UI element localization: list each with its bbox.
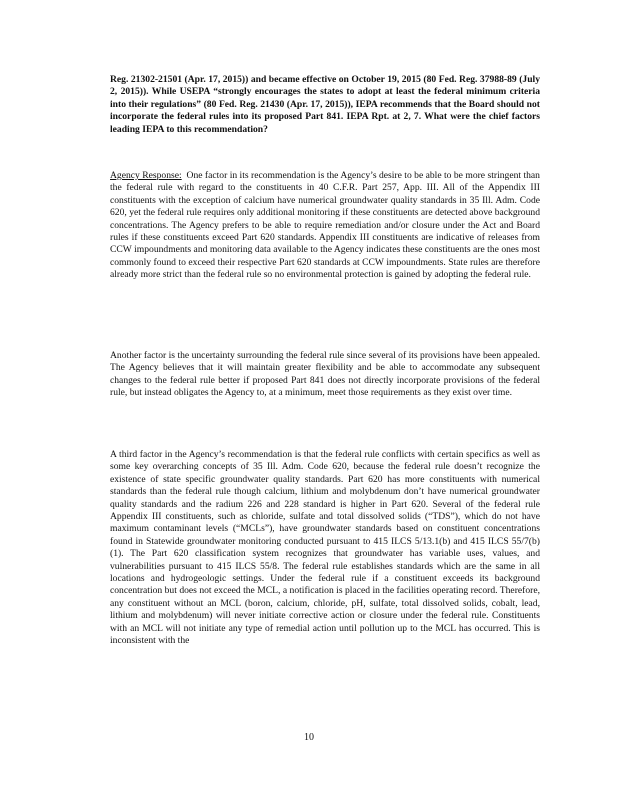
- response-label: Agency Response:: [110, 170, 182, 181]
- response-text: One factor in its recommendation is the Agency’s desire to be able to be more stringent than the federal rule with regard to the constituents in 40 C.F.R. Part 257, App. III. All of the Appendix III constituents with the exception of calcium have numerical groundwater quality standards in 35 Ill. Adm. Code 620, yet the federal rule requires only additional monitoring if these constituents are detected above background concentrations. The Agency prefers to be able to require remediation and/or closure under the Act and Board rules if these constituents exceed Part 620 standards. Appendix III constituents are indicative of releases from CCW impoundments and monitoring data available to the Agency indicates these constituents are the ones most commonly found to exceed their respective Part 620 standards at CCW impoundments. State rules are therefore already more strict than the federal rule so no environmental protection is gained by adopting the federal rule.: [110, 170, 540, 281]
- question-paragraph: Reg. 21302-21501 (Apr. 17, 2015)) and became effective on October 19, 2015 (80 Fed. Reg. 37988-89 (July 2, 2015)). While USEPA “strongly encourages the states to adopt at least the federal minimum criteria into their regulations” (80 Fed. Reg. 21430 (Apr. 17, 2015)), IEPA recommends that the Board should not incorporate the federal rules into its proposed Part 841. IEPA Rpt. at 2, 7. What were the chief factors leading IEPA to this recommendation?: [110, 74, 540, 135]
- third-factor-paragraph: A third factor in the Agency’s recommendation is that the federal rule conflicts with certain specifics as well as some key overarching concepts of 35 Ill. Adm. Code 620, because the federal rule doesn’t recognize the existence of state specific groundwater quality standards. Part 620 has more constituents with numerical standards than the federal rule though calcium, lithium and molybdenum don’t have numerical groundwater quality standards and the radium 226 and 228 standard is higher in Part 620. Several of the federal rule Appendix III constituents, such as chloride, sulfate and total dissolved solids (“TDS”), which do not have maximum contaminant levels (“MCLs”), have groundwater standards based on constituent concentrations found in Statewide groundwater monitoring conducted pursuant to 415 ILCS 5/13.1(b) and 415 ILCS 55/7(b)(1). The Part 620 classification system recognizes that groundwater has variable uses, values, and vulnerabilities pursuant to 415 ILCS 55/8. The federal rule establishes standards which are the same in all locations and hydrogeologic settings. Under the federal rule if a constituent exceeds its background concentration but does not exceed the MCL, a notification is placed in the facilities operating record. Therefore, any constituent without an MCL (boron, calcium, chloride, pH, sulfate, total dissolved solids, cobalt, lead, lithium and molybdenum) will never initiate corrective action or closure under the federal rule. Constituents with an MCL will not initiate any type of remedial action until pollution up to the MCL has occurred. This is inconsistent with the: [110, 449, 540, 647]
- page-number: 10: [304, 732, 314, 743]
- agency-response-paragraph: [110, 170, 540, 282]
- second-factor-paragraph: Another factor is the uncertainty surrounding the federal rule since several of its provisions have been appealed. The Agency believes that it will maintain greater flexibility and be able to accommodate any subsequent changes to the federal rule better if proposed Part 841 does not directly incorporate provisions of the federal rule, but instead obligates the Agency to, at a minimum, meet those requirements as they exist over time.: [110, 350, 540, 399]
